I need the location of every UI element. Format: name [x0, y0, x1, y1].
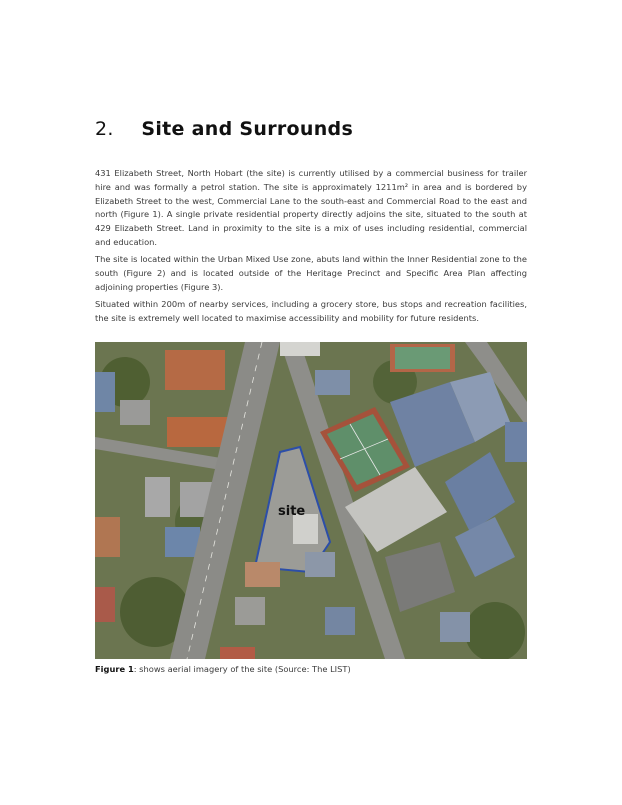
- paragraph-text: 431 Elizabeth Street, North Hobart (the site) is currently utilised by a commercial business for trailer hire and was formally a petrol station. The site is approximately 1211m² in area and is bordered by Elizabeth Street to the west, Commercial Lane to the south-east and Commercial Road to the east and north (Figure 1). A single private residential property directly adjoins the site, situated to the south at 429 Elizabeth Street. Land in proximity to the site is a mix of uses including residential, commercial and education.: [95, 168, 527, 247]
- building-roof: [165, 350, 225, 390]
- map-site-label: site: [278, 504, 306, 519]
- paragraph-accessibility: [95, 298, 527, 326]
- building-roof: [245, 562, 280, 587]
- building-roof: [165, 527, 200, 557]
- section-heading: [95, 118, 353, 140]
- aerial-map-graphic: [95, 342, 527, 659]
- building-roof: [235, 597, 265, 625]
- paragraph-zoning: [95, 253, 527, 294]
- paragraph-text: The site is located within the Urban Mixed Use zone, abuts land within the Inner Residential zone to the south (Figure 2) and is located outside of the Heritage Precinct and Specific Area Plan affecting adjoining properties (Figure 3).: [95, 254, 527, 292]
- building-roof: [220, 647, 255, 659]
- building-roof: [280, 342, 320, 356]
- building-roof: [95, 517, 120, 557]
- paragraph-text: Situated within 200m of nearby services, including a grocery store, bus stops and recreation facilities, the site is extremely well located to maximise accessibility and mobility for future residents.: [95, 299, 527, 323]
- building-roof: [315, 370, 350, 395]
- building-roof: [305, 552, 335, 577]
- section-number: 2.: [95, 118, 114, 140]
- building-roof: [120, 400, 150, 425]
- tennis-courts-top: [390, 344, 455, 372]
- figure-caption-text: : shows aerial imagery of the site (Source: The LIST): [133, 664, 351, 674]
- building-roof-blue: [505, 422, 527, 462]
- court-surface: [395, 347, 450, 369]
- paragraph-site-description: [95, 167, 527, 250]
- section-title: Site and Surrounds: [141, 118, 354, 140]
- building-roof: [325, 607, 355, 635]
- building-roof: [95, 372, 115, 412]
- building-roof: [145, 477, 170, 517]
- building-roof: [95, 587, 115, 622]
- figure-caption: [95, 664, 351, 674]
- aerial-map: [95, 342, 527, 659]
- building-roof: [440, 612, 470, 642]
- figure-label: Figure 1: [95, 664, 134, 674]
- building-roof: [167, 417, 229, 447]
